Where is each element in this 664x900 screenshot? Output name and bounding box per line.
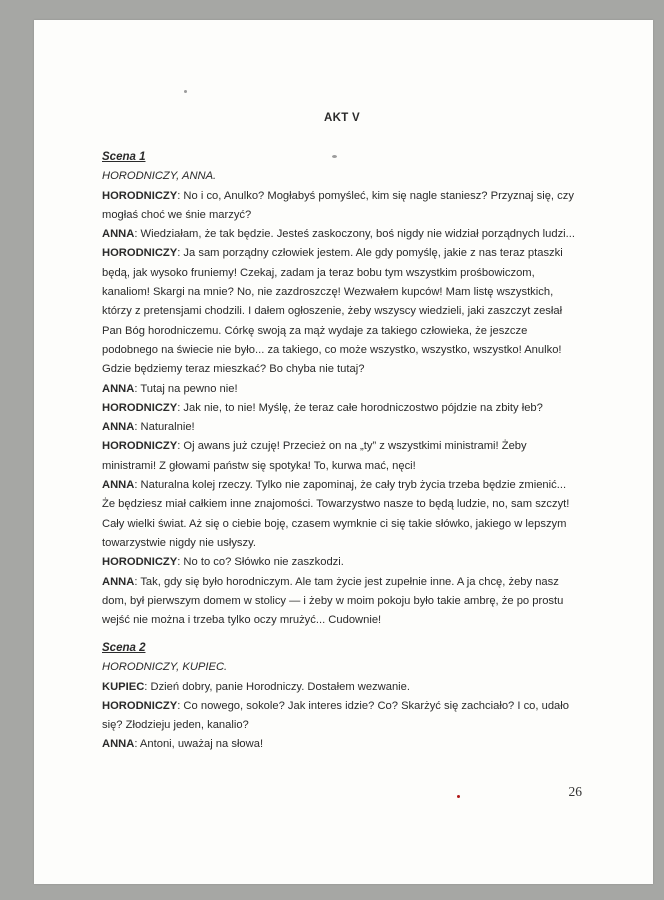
speaker-name: ANNA [102, 421, 135, 434]
speaker-name: HORODNICZY [102, 401, 178, 414]
dialogue-line [102, 553, 582, 572]
dialogue-text: : Co nowego, sokole? Jak interes idzie? Co? Skarżyć się zachciało? I co, udało się? Złodzieju jeden, kanalio? [102, 699, 569, 732]
dialogue-text: : Wiedziałam, że tak będzie. Jesteś zaskoczony, boś nigdy nie widział porządnych ludzi... [134, 228, 575, 241]
dialogue-text: : No to co? Słówko nie zaszkodzi. [177, 556, 344, 569]
speaker-name: ANNA [102, 479, 135, 492]
speaker-name: ANNA [102, 382, 135, 395]
paper-speck [184, 90, 187, 93]
speaker-name: HORODNICZY [102, 247, 178, 260]
dialogue-line [102, 678, 582, 697]
document-page [34, 20, 653, 884]
dialogue-text: : Antoni, uważaj na słowa! [134, 738, 264, 751]
speaker-name: ANNA [102, 228, 135, 241]
dialogue-text: : Tutaj na pewno nie! [134, 382, 238, 395]
dialogue-text: : Naturalnie! [134, 421, 195, 434]
scene-cast: HORODNICZY, ANNA. [102, 170, 217, 183]
dialogue-line [102, 244, 582, 379]
dialogue-text: : Dzień dobry, panie Horodniczy. Dostałem wezwanie. [144, 680, 410, 693]
dialogue-line [102, 418, 582, 437]
dialogue-text: : Ja sam porządny człowiek jestem. Ale gdy pomyślę, jakie z nas teraz ptaszki będą, jak wysoko fruniemy! Czekaj, zadam ja teraz bobu tym wszystkim prośbowiczom, kanaliom! Skargi na mnie? No, nie zazdroszczę! Wezwałem kupców! Mam listę wszystkich, którzy z pretensjami chodzili. I dałem ogłoszenie, żeby wszyscy wiedzieli, jaki zaszczyt zesłał Pan Bóg horodniczemu. Córkę swoją za mąż wydaje za takiego człowieka, że jeszcze podobnego na świecie nie było... za takiego, co może wszystko, wszystko, wszystko! Anulko! Gdzie będziemy teraz mieszkać? Bo chyba nie tutaj? [102, 247, 563, 376]
dialogue-line [102, 380, 582, 399]
scene-1 [102, 148, 582, 630]
scene-2 [102, 639, 582, 755]
page-number: 26 [568, 784, 582, 799]
dialogue-text: : No i co, Anulko? Mogłabyś pomyśleć, kim się nagle staniesz? Przyznaj się, czy mogłaś choć we śnie marzyć? [102, 189, 574, 221]
dialogue-text: : Naturalna kolej rzeczy. Tylko nie zapominaj, że cały tryb życia trzeba będzie zmienić... Że będziesz miał całkiem inne znajomości. Towarzystwo nasze to będą ludzie, no, sam szczyt! Cały wielki świat. Aż się o ciebie boję, czasem wymknie ci się takie słówko, jakiego w lepszym towarzystwie nigdy nie usłyszy. [102, 479, 570, 549]
speaker-name: ANNA [102, 738, 135, 751]
dialogue-line [102, 187, 582, 226]
speaker-name: KUPIEC [102, 680, 145, 693]
act-title: AKT V [324, 112, 360, 124]
speaker-name: HORODNICZY [102, 440, 178, 453]
dialogue-line [102, 573, 582, 631]
dialogue-line [102, 476, 582, 553]
dialogue-line [102, 735, 582, 754]
speaker-name: HORODNICZY [102, 189, 178, 202]
speaker-name: HORODNICZY [102, 699, 178, 712]
dialogue-line [102, 225, 582, 244]
dialogue-line [102, 437, 582, 476]
dialogue-line [102, 399, 582, 418]
dialogue-line [102, 697, 582, 736]
scene-cast: HORODNICZY, KUPIEC. [102, 661, 228, 674]
speaker-name: HORODNICZY [102, 556, 178, 569]
speaker-name: ANNA [102, 575, 135, 588]
scene-title: Scena 1 [102, 151, 146, 163]
red-ink-dot [457, 795, 460, 798]
dialogue-text: : Oj awans już czuję! Przecież on na „ty” z wszystkimi ministrami! Żeby ministrami! Z głowami państw się spotyka! To, kurwa mać, nęci! [102, 440, 527, 472]
scene-title: Scena 2 [102, 642, 146, 654]
dialogue-text: : Tak, gdy się było horodniczym. Ale tam życie jest zupełnie inne. A ja chcę, żeby nasz dom, był pierwszym domem w stolicy — i żeby w moim pokoju było takie ambrę, że po prostu wejść nie można i trzeba tylko oczy mrużyć... Cudownie! [102, 575, 564, 627]
dialogue-text: : Jak nie, to nie! Myślę, że teraz całe horodniczostwo pójdzie na zbity łeb? [177, 401, 543, 414]
